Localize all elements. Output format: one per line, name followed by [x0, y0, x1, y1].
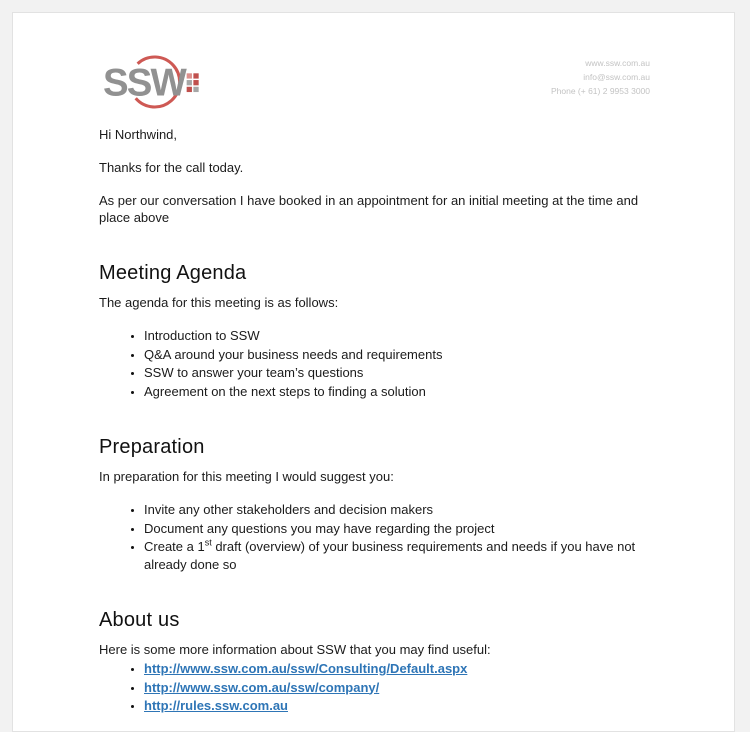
about-us-links-list [99, 660, 650, 715]
list-item-text: Agreement on the next steps to finding a solution [144, 383, 426, 399]
rules-link[interactable]: http://rules.ssw.com.au [144, 698, 288, 713]
list-item-text: Introduction to SSW [144, 328, 260, 343]
contact-website: www.ssw.com.au [585, 58, 650, 68]
contact-phone: Phone (+ 61) 2 9953 3000 [550, 86, 650, 96]
list-item-text: Create a 1 [144, 539, 205, 554]
section-about-us [99, 608, 650, 715]
document-content [13, 13, 734, 715]
list-item [144, 501, 650, 519]
preparation-intro: In preparation for this meeting I would suggest you: [99, 469, 394, 484]
list-item-text: Q&A around your business needs and requirements [144, 346, 443, 362]
paragraph-appointment: As per our conversation I have booked in an appointment for an initial meeting at the time and place above [99, 193, 639, 225]
ssw-logo-squares-icon [187, 73, 199, 92]
about-us-intro: Here is some more information about SSW that you may find useful: [99, 642, 491, 657]
preparation-title: Preparation [99, 436, 205, 458]
paragraph-thanks: Thanks for the call today. [99, 160, 244, 175]
ordinal-superscript: st [204, 537, 212, 548]
ssw-logo-text: SSW [103, 61, 185, 105]
list-item [144, 679, 650, 697]
document-page [12, 12, 735, 732]
list-item [144, 327, 650, 345]
section-preparation [99, 435, 650, 573]
meeting-agenda-intro: The agenda for this meeting is as follows: [99, 295, 339, 310]
section-meeting-agenda [99, 261, 650, 400]
list-item [144, 697, 650, 715]
list-item [144, 520, 650, 538]
ssw-logo [103, 53, 203, 109]
list-item-text: draft (overview) of your business requirements and needs if you have not already done so [144, 539, 643, 572]
list-item-text: Invite any other stakeholders and decision makers [144, 502, 434, 517]
document-header [99, 53, 650, 109]
list-item-text: Document any questions you may have regarding the project [144, 520, 495, 536]
contact-info [551, 56, 650, 98]
preparation-list [99, 501, 650, 573]
list-item [144, 364, 650, 382]
list-item [144, 660, 650, 678]
meeting-agenda-list [99, 327, 650, 400]
list-item [144, 538, 650, 573]
list-item [144, 346, 650, 364]
list-item [144, 383, 650, 401]
contact-email: info@ssw.com.au [583, 72, 650, 82]
company-link[interactable]: http://www.ssw.com.au/ssw/company/ [144, 679, 380, 695]
consulting-link[interactable]: http://www.ssw.com.au/ssw/Consulting/Default.aspx [144, 661, 468, 676]
about-us-title: About us [99, 609, 180, 631]
list-item-text: SSW to answer your team’s questions [144, 365, 364, 380]
greeting-text: Hi Northwind, [99, 127, 178, 142]
meeting-agenda-title: Meeting Agenda [99, 262, 247, 284]
